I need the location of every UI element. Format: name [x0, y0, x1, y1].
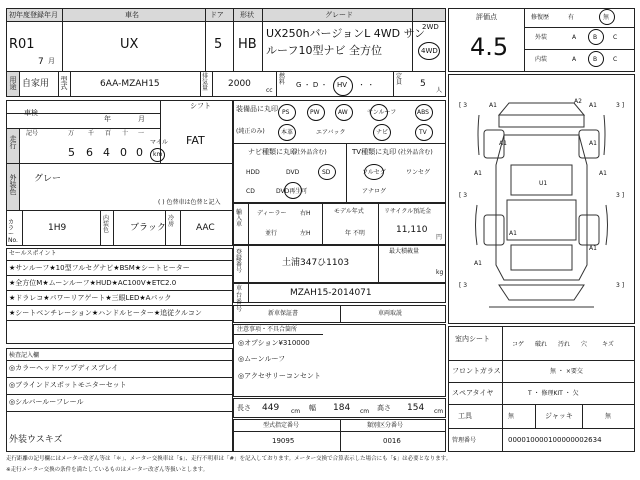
diagram-label-8: A1: [509, 230, 517, 237]
registration-label: 登録番号: [236, 249, 243, 274]
fuel-rest: ・ ・: [358, 81, 375, 89]
navi-hdd: HDD: [246, 169, 260, 176]
selling-line-3: ★シートベンチレーション★ハンドルヒーター★追従クルコン: [9, 309, 202, 317]
equip-tv: TV: [419, 129, 427, 136]
capacity-label: 定員: [396, 73, 403, 86]
inspector-line-2: ◎シルバールーフレール: [9, 398, 84, 406]
drive-4wd: 4WD: [421, 47, 438, 55]
ext-c: C: [613, 34, 618, 41]
import-label: 輸入車: [236, 209, 243, 228]
ext-a: A: [572, 34, 577, 41]
tv-analog: アナログ: [362, 188, 387, 195]
jack-label: ジャッキ: [545, 412, 573, 420]
interior-value: ブラック: [130, 223, 166, 233]
svg-text:[ 3: [ 3: [459, 282, 468, 289]
equip-pw: PW: [310, 109, 320, 116]
equip-abs: ABS: [417, 109, 429, 116]
header-label-row: [6, 8, 446, 22]
svg-text:[ 3: [ 3: [459, 102, 468, 109]
seat-item-2: 汚れ: [558, 341, 571, 348]
int-a: A: [572, 56, 577, 63]
interior-label: 内装色: [103, 215, 110, 234]
seat-item-0: コゲ: [512, 341, 525, 348]
height-value: 154: [407, 403, 425, 413]
exterior-label: 外装色: [9, 174, 17, 195]
diagram-label-2: A1: [589, 102, 597, 109]
navi-label: ナビ種類に丸印: [248, 148, 297, 156]
car-name-label: 車名: [125, 11, 139, 19]
designation-value1: 19095: [272, 437, 295, 445]
mileage-sub-2: 千: [88, 130, 95, 137]
diagram-label-5: U1: [539, 180, 548, 187]
drive-2wd: 2WD: [422, 23, 439, 31]
tv-oneseg: ワンセグ: [406, 169, 431, 176]
mileage-sub-1: 万: [68, 130, 75, 137]
spare-label: スペアタイヤ: [452, 389, 494, 397]
recycle-value: 11,110: [396, 225, 428, 235]
model-year-value: 年 不明: [345, 230, 365, 237]
svg-text:3 ]: 3 ]: [616, 102, 625, 109]
inspector-line-0: ◎カラーヘッドアップディスプレイ: [9, 364, 119, 372]
tv-sub: (社外品含む): [398, 149, 433, 156]
navi-dvd: DVD: [286, 169, 300, 176]
reg-month: 7: [38, 57, 44, 67]
mgmt-value: 000010000100000002634: [508, 436, 602, 444]
mileage-digit-4: 0: [136, 146, 143, 159]
navi-cd: CD: [246, 188, 255, 195]
grade-line1: UX250hバージョンL 4WD サン: [266, 27, 426, 40]
width-value: 184: [333, 403, 351, 413]
car-name: UX: [120, 37, 139, 52]
svg-text:[ 3: [ 3: [459, 192, 468, 199]
diagram-label-0: A2: [574, 98, 582, 105]
equip-sunroof: サンルーフ: [367, 109, 397, 116]
mileage-digit-0: 5: [68, 146, 75, 159]
reg-month-unit: 月: [48, 57, 55, 65]
reg-year: R01: [9, 37, 35, 52]
equip-aw: AW: [338, 109, 348, 116]
row2-block: [6, 71, 446, 97]
notes-line-1: ◎ムーンルーフ: [238, 355, 286, 363]
seat-label: 室内シート: [455, 335, 490, 343]
shape-value: HB: [238, 37, 257, 52]
color-no-value: 1H9: [48, 223, 67, 233]
designation-value2: 0016: [383, 437, 401, 445]
seat-item-1: 破れ: [535, 341, 548, 348]
shift-value: FAT: [186, 134, 205, 147]
exterior-color: グレー: [34, 174, 62, 184]
designation-label2: 類別区分番号: [367, 422, 404, 429]
diagram-label-9: A1: [589, 245, 597, 252]
designation-label1: 型式指定番号: [263, 422, 300, 429]
grade-label: グレード: [325, 11, 353, 19]
ext-label: 外装: [535, 34, 548, 41]
car-diagram: [449, 75, 634, 323]
equip-ps: PS: [282, 109, 290, 116]
inspector-label: 検査記入欄: [9, 352, 40, 359]
selling-line-2: ★ドラレコ★パワーリアゲート★三眼LED★Aパック: [9, 294, 172, 302]
ext-b: B: [593, 34, 598, 41]
diagram-label-7: A1: [599, 170, 607, 177]
color-no-label: カラーNo.: [8, 219, 18, 244]
mileage-digit-2: 4: [103, 146, 110, 159]
svg-text:3 ]: 3 ]: [616, 192, 625, 199]
int-b: B: [593, 56, 598, 63]
score-label: 評価点: [476, 13, 497, 21]
use-value: 自家用: [22, 79, 50, 89]
cc-unit: cc: [266, 87, 273, 94]
notes-label: 注意事項・不具合箇所: [237, 326, 298, 333]
fuel-hv: HV: [337, 81, 348, 89]
inspection-year: 年: [104, 115, 111, 123]
width-unit: cm: [360, 408, 370, 415]
width-label: 幅: [309, 404, 316, 412]
footer-line1: 走行距離の記号欄にはメーター改ざん等は「＊」、メーター交換車は「$」、走行不明車は「#」を記入しております。メーター交換で合算表示した場合にも「$」は必要となります。: [6, 456, 452, 462]
selling-label: セールスポイント: [9, 250, 57, 257]
repair-yes: 有: [568, 14, 575, 21]
chassis-label: 車台番号: [236, 285, 243, 313]
length-unit: cm: [291, 408, 301, 415]
capacity-value: 5: [420, 79, 426, 89]
height-label: 高さ: [377, 404, 391, 412]
tools-label: 工具: [458, 412, 472, 420]
displacement-label: 排気量: [202, 73, 209, 92]
seat-item-3: 穴: [581, 341, 588, 348]
notes-line-2: ◎アクセサリーコンセント: [238, 372, 321, 380]
registration-value: 土浦347ひ1103: [282, 258, 350, 268]
navi-sd: SD: [322, 169, 331, 176]
equipment-label: 装備品に丸印: [236, 105, 278, 113]
capacity-unit: 人: [436, 87, 443, 94]
jack-value: 無: [605, 413, 612, 420]
mileage-label: 走行: [9, 135, 17, 149]
equip-navi: ナビ: [376, 129, 389, 136]
inspection-month: 月: [138, 115, 145, 123]
equip-airbag: エアバック: [316, 129, 346, 136]
mileage-digit-3: 0: [120, 146, 127, 159]
height-unit: cm: [434, 408, 444, 415]
use-label: 用途: [9, 76, 17, 90]
svg-text:3 ]: 3 ]: [616, 282, 625, 289]
spare-items: T ・ 修理KIT ・ 欠: [528, 390, 579, 397]
doors-value: 5: [214, 37, 223, 52]
first-reg-label: 初年度登録年月: [9, 11, 58, 19]
tv-label: TV種類に丸印: [352, 148, 397, 156]
model-year-label: モデル年式: [334, 208, 364, 215]
diagram-label-4: A1: [589, 140, 597, 147]
ac-value: AAC: [196, 223, 215, 233]
import-dealer: ディーラー: [257, 210, 287, 217]
ac-label: 冷房: [168, 215, 175, 228]
mileage-unit-km: km: [153, 151, 163, 158]
int-c: C: [613, 56, 618, 63]
navi-dvd-play: DVD再生可: [276, 188, 308, 195]
import-parallel: 並行: [265, 230, 278, 237]
model-value: 6AA-MZAH15: [100, 79, 160, 89]
fuel-label: 燃料: [279, 73, 286, 86]
records-new-car: 新車保証書: [268, 310, 299, 317]
fuel-options: G ・ D ・: [296, 81, 328, 89]
int-label: 内装: [535, 56, 548, 63]
recycle-unit: 円: [436, 234, 443, 241]
mileage-sub-3: 百: [105, 130, 112, 137]
import-right: 右H: [300, 210, 311, 217]
grade-line2: ルーフ10型ナビ 全方位: [266, 44, 382, 57]
navi-sub: (社外品含む): [292, 149, 327, 156]
selling-line-1: ★全方位M★ムーンルーフ★HUD★AC100V★ETC2.0: [9, 279, 177, 287]
seat-item-4: キズ: [602, 341, 614, 348]
doors-label: ドア: [210, 11, 224, 19]
model-label: 型式: [60, 76, 68, 90]
diagram-label-1: A1: [489, 102, 497, 109]
shift-label: シフト: [190, 102, 211, 110]
diagram-label-6: A1: [474, 170, 482, 177]
records-manual: 車両取説: [378, 310, 403, 317]
tools-value: 無: [508, 413, 515, 420]
mileage-unit-mile: マイル: [150, 139, 168, 146]
glass-items: 無 ・ ×要交: [550, 368, 583, 375]
max-load-unit: kg: [436, 269, 444, 276]
footer-line2: ※走行メーター交換の条件を満たしているものはメーター改ざん等扱いとします。: [6, 467, 209, 473]
length-value: 449: [262, 403, 280, 413]
glass-label: フロントガラス: [452, 367, 501, 375]
recycle-label: リサイクル預託金: [384, 208, 432, 215]
shape-label: 形状: [240, 11, 254, 19]
repair-no: 無: [603, 14, 610, 21]
diagram-label-3: A1: [499, 140, 507, 147]
mileage-sub-4: 十: [122, 130, 129, 137]
max-load-label: 最大積載量: [389, 248, 420, 255]
mileage-sub-0: 記号: [26, 130, 39, 137]
score-value: 4.5: [470, 33, 509, 61]
displacement-value: 2000: [228, 79, 251, 89]
mileage-digit-1: 6: [86, 146, 93, 159]
length-label: 長さ: [237, 404, 251, 412]
import-left: 左H: [300, 230, 311, 237]
selling-line-0: ★サンルーフ★10型フルセグナビ★BSM★シートヒーター: [9, 264, 190, 272]
inspection-label: 車検: [24, 109, 38, 117]
notes-line-0: ◎オプション¥310000: [238, 339, 310, 347]
equip-leather: 本革: [281, 129, 294, 136]
inspector-line-1: ◎ブラインドスポットモニターセット: [9, 381, 127, 389]
mileage-sub-5: 一: [138, 130, 145, 137]
inspector-bottom: 外装ウスキズ: [9, 435, 63, 445]
diagram-label-10: A1: [474, 260, 482, 267]
repair-label: 修復歴: [531, 14, 550, 21]
chassis-value: MZAH15-2014071: [290, 288, 372, 298]
tv-fullseg: フルセグ: [362, 169, 386, 176]
color-note: ( ) 色替車は色替と記入: [158, 199, 221, 206]
equipment-sub: (純正のみ): [236, 128, 265, 135]
mgmt-label: 管理番号: [452, 437, 477, 444]
